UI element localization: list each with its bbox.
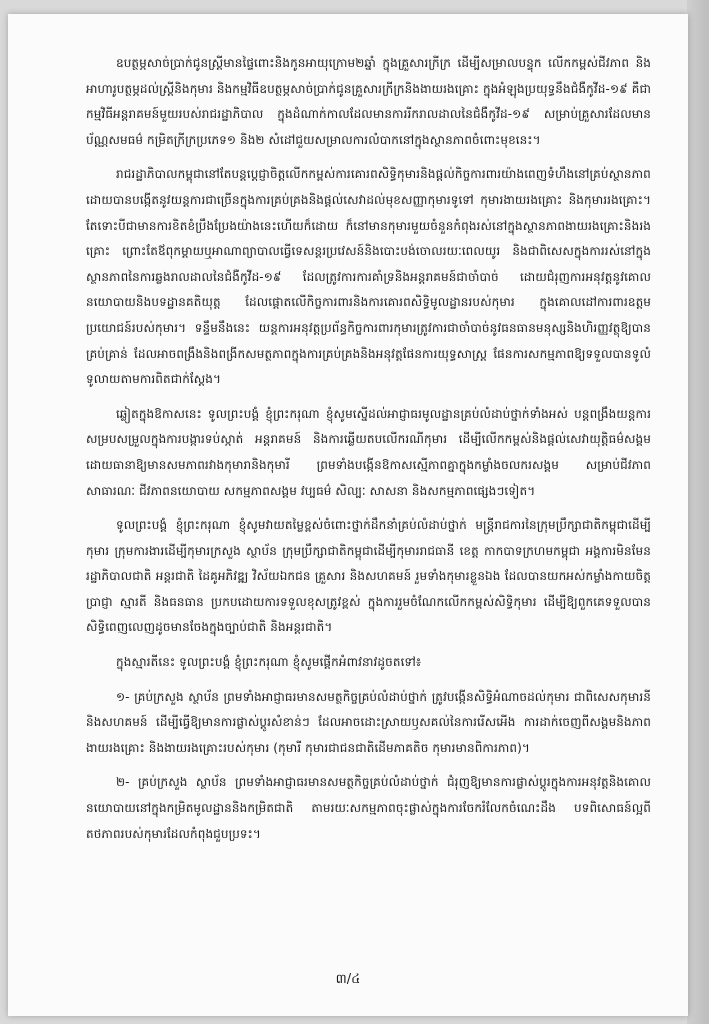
paragraph-government-commitment: រាជរដ្ឋាភិបាលកម្ពុជានៅតែបន្តប្តេជ្ញាចិត្តលើកកម្ពស់ការគោរពសិទ្ធិកុមារនិងផ្តល់កិច្ចការពារយ៉ាងពេញទំហឹងនៅគ្រប់ស្ថានភាព ដោយបានបង្កើតនូវយន្តការជាច្រើនក្នុងការគ្រប់គ្រងនិងផ្តល់សេវាដល់មុខសញ្ញាកុមារទូទៅ កុមារងាយរងគ្រោះ និងកុមាររងគ្រោះ។ តែទោះបីជាមានការខិតខំប្រឹងប្រែងយ៉ាងនេះហើយក៏ដោយ ក៏នៅមានកុមារមួយចំនួនកំពុងរស់នៅក្នុងស្ថានភាពងាយរងគ្រោះនិងរងគ្រោះ ព្រោះតែឪពុកម្តាយឬអាណាព្យាបាលធ្វើទេសន្តរប្រវេសន៍និងបោះបង់ចោលរយៈពេលយូរ និងជាពិសេសក្នុងការរស់នៅក្នុងស្ថានភាពនៃការឆ្លងរាលដាលនៃជំងឺកូវីដ-១៩ ដែលត្រូវការការគាំទ្រនិងអន្តរាគមន៍ជាចាំបាច់ ដោយជំរុញការអនុវត្តនូវគោលនយោបាយនិងបទដ្ឋានគតិយុត្ត ដែលផ្តោតលើកិច្ចការពារនិងការគោរពសិទ្ធិមូលដ្ឋានរបស់កុមារ ក្នុងគោលដៅការពារឧត្តមប្រយោជន៍របស់កុមារ។ ទន្ទឹមនឹងនេះ យន្តការអនុវត្តប្រព័ន្ធកិច្ចការពារកុមារត្រូវការជាចាំបាច់នូវធនធានមនុស្សនិងហិរញ្ញវត្ថុឱ្យបានគ្រប់គ្រាន់ ដែលអាចពង្រឹងនិងពង្រីកសមត្ថភាពក្នុងការគ្រប់គ្រងនិងអនុវត្តផែនការយុទ្ធសាស្ត្រ ផែនការសកម្មភាពឱ្យទទួលបានទូលំទូលាយតាមការពិតជាក់ស្តែង។ xyxy=(86,167,651,387)
document-page xyxy=(8,14,688,1016)
list-item-1: ១- គ្រប់ក្រសួង ស្ថាប័ន ព្រមទាំងអាជ្ញាធរមានសមត្ថកិច្ចគ្រប់លំដាប់ថ្នាក់ ត្រូវបង្កើនសិទ្ធិអំណាចដល់កុមារ ជាពិសេសកុមារនីនិងសហគមន៍ ដើម្បីធ្វើឱ្យមានការផ្លាស់ប្តូរសំខាន់ៗ ដែលអាចដោះស្រាយឫសគល់នៃការរើសអើង ការដាក់ចេញពីសង្គមនិងភាពងាយរងគ្រោះ និងងាយរងគ្រោះរបស់កុមារ (កុមារី កុមារជាជនជាតិដើមភាគតិច កុមារមានពិការភាព)។ xyxy=(86,689,651,755)
paragraph-request-to-authorities: ឆ្លៀតក្នុងឱកាសនេះ ទូលព្រះបង្គំ ខ្ញុំព្រះករុណា ខ្ញុំសូមស្នើដល់អាជ្ញាធរមូលដ្ឋានគ្រប់លំដាប់ថ្នាក់ទាំងអស់ បន្តពង្រឹងយន្តការសម្របសម្រួលក្នុងការបង្ការទប់ស្កាត់ អន្តរាគមន៍ និងការឆ្លើយតបលើករណីកុមារ ដើម្បីលើកកម្ពស់និងផ្តល់សេវាយុត្តិធម៌សង្គម ដោយធានាឱ្យមានសមភាពរវាងកុមារានិងកុមារី ព្រមទាំងបង្កើនឱកាសស្មើភាពគ្នាក្នុងកម្លាំងចលករសង្គម សម្រាប់ជីវភាពសាធារណៈ ជីវភាពនយោបាយ សកម្មភាពសង្គម វប្បធម៌ សិល្បៈ សាសនា និងសកម្មភាពផ្សេងៗទៀត។ xyxy=(86,406,651,498)
document-body xyxy=(86,51,651,856)
scan-background xyxy=(687,0,709,1024)
page-number: ៣/៤ xyxy=(335,972,361,987)
paragraph-appreciation: ទូលព្រះបង្គំ ខ្ញុំព្រះករុណា ខ្ញុំសូមវាយតម្លៃខ្ពស់ចំពោះថ្នាក់ដឹកនាំគ្រប់លំដាប់ថ្នាក់ មន្ត្រីរាជការនៃក្រុមប្រឹក្សាជាតិកម្ពុជាដើម្បីកុមារ ក្រុមការងារដើម្បីកុមារក្រសួង ស្ថាប័ន ក្រុមប្រឹក្សាជាតិកម្ពុជាដើម្បីកុមាររាជធានី ខេត្ត កាកបាទក្រហមកម្ពុជា អង្គការមិនមែនរដ្ឋាភិបាលជាតិ អន្តរជាតិ ដៃគូអភិវឌ្ឍ វិស័យឯកជន គ្រួសារ និងសហគមន៍ រួមទាំងកុមារខ្លួនឯង ដែលបានយកអស់កម្លាំងកាយចិត្ត ប្រាជ្ញា ស្មារតី និងធនធាន ប្រកបដោយការទទួលខុសត្រូវខ្ពស់ ក្នុងការរួមចំណែកលើកកម្ពស់សិទ្ធិកុមារ ដើម្បីឱ្យពួកគេទទួលបានសិទ្ធិពេញលេញដូចមានចែងក្នុងច្បាប់ជាតិ និងអន្តរជាតិ។ xyxy=(86,518,651,635)
paragraph-call-intro: ក្នុងស្មារតីនេះ ទូលព្រះបង្គំ ខ្ញុំព្រះករុណា ខ្ញុំសូមផ្តើកអំពាវនាវដូចតទៅ៖ xyxy=(116,655,422,670)
list-item-2: ២- គ្រប់ក្រសួង ស្ថាប័ន ព្រមទាំងអាជ្ញាធរមានសមត្ថកិច្ចគ្រប់លំដាប់ថ្នាក់ ជំរុញឱ្យមានការផ្លាស់ប្តូរក្នុងការអនុវត្តនិងគោលនយោបាយនៅក្នុងកម្រិតមូលដ្ឋាននិងកម្រិតជាតិ តាមរយៈសកម្មភាពចុះផ្លាស់ក្នុងការចែករំលែកចំណេះដឹង បទពិសោធន៍ល្អពីតថភាពរបស់កុមារដែលកំពុងជួបប្រទះ។ xyxy=(86,775,651,841)
paragraph-cash-transfer-program: ឧបត្ថម្ភសាច់ប្រាក់ជូនស្ត្រីមានផ្ទៃពោះនិងកូនអាយុក្រោម២ឆ្នាំ ក្នុងគ្រួសារក្រីក្រ ដើម្បីសម្រាលបន្ទុក លើកកម្ពស់ជីវភាព និងអាហារូបត្ថម្ភដល់ស្ត្រីនិងកុមារ និងកម្មវិធីឧបត្ថម្ភសាច់ប្រាក់ជូនគ្រួសារក្រីក្រនិងងាយរងគ្រោះ ក្នុងអំឡុងប្រយុទ្ធនឹងជំងឺកូវីដ-១៩ គឺជាកម្មវិធីអន្តរាគមន៍មួយរបស់រាជរដ្ឋាភិបាល ក្នុងដំណាក់កាលដែលមានការរីករាលដាលនៃជំងឺកូវីដ-១៩ សម្រាប់គ្រួសារដែលមានប័ណ្ណសមធម៌ កម្រិតក្រីក្រប្រភេទ១ និង២ សំដៅជួយសម្រាលការលំបាកនៅក្នុងស្ថានភាពចំពោះមុខនេះ។ xyxy=(86,56,651,147)
